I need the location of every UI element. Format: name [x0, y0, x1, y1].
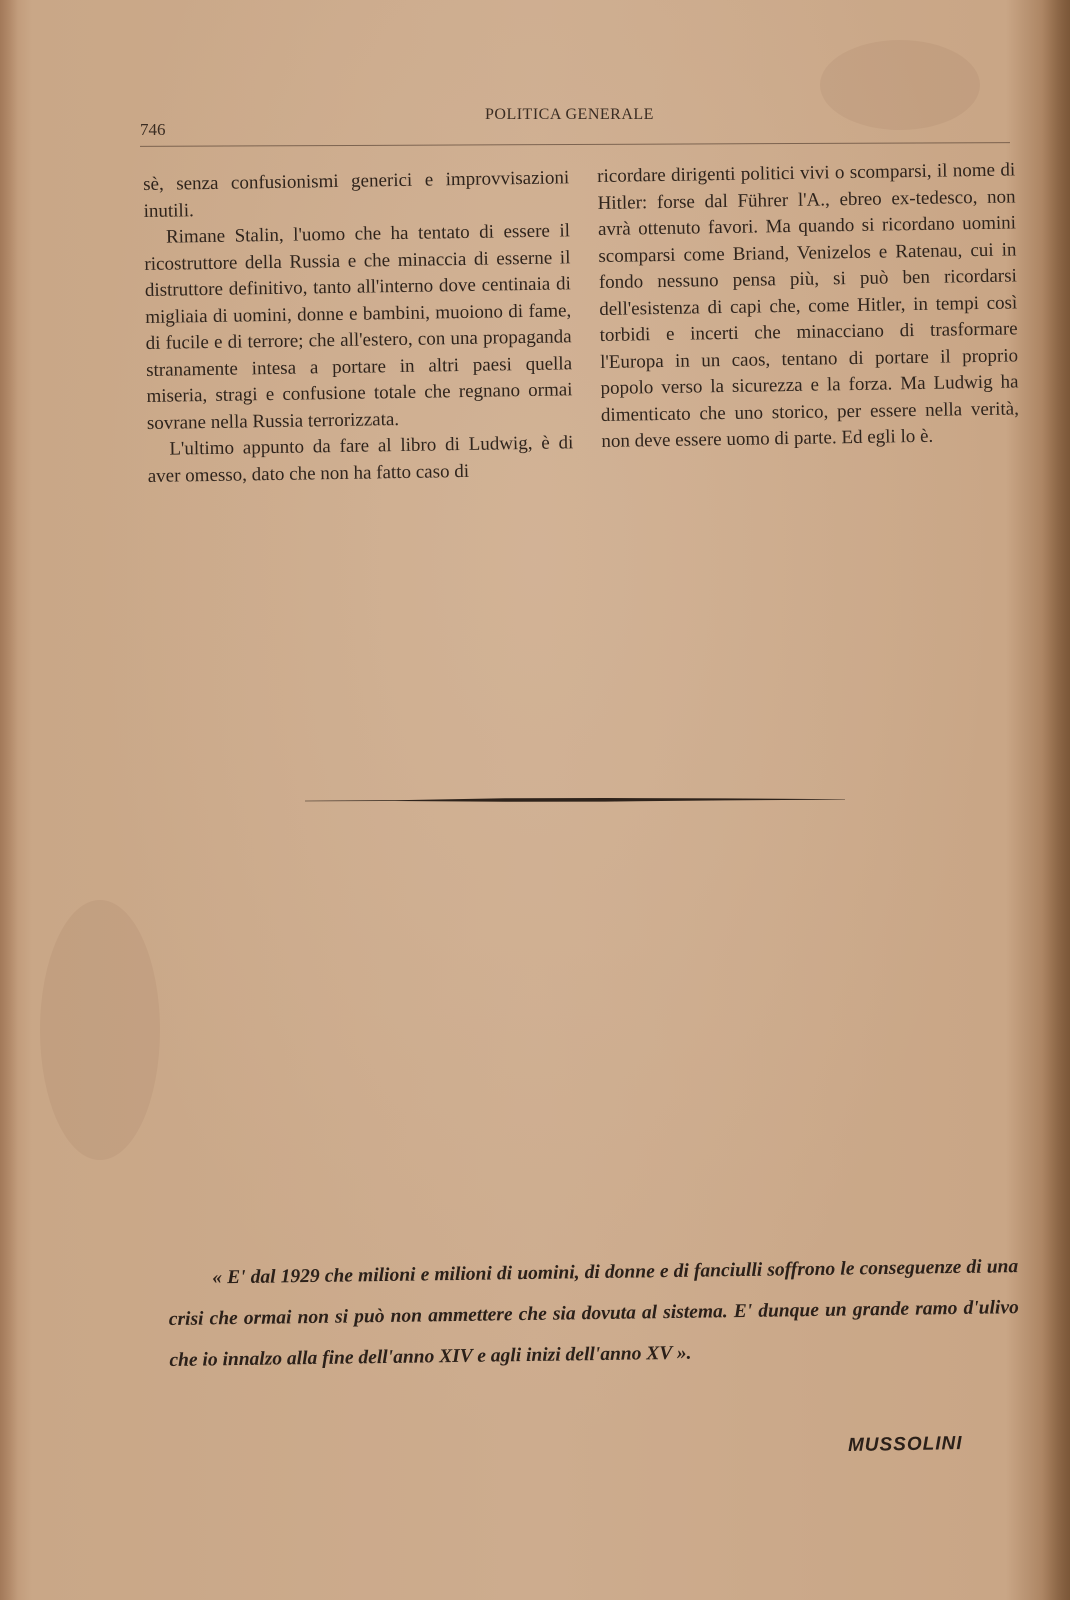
- paragraph: L'ultimo appunto da fare al libro di Ludwig, è di aver omesso, dato che non ha fatto caso di: [147, 432, 574, 487]
- page-header: [140, 106, 1010, 146]
- quote-block: [168, 1246, 1020, 1381]
- section-divider: [305, 797, 845, 803]
- quote-text: « E' dal 1929 che milioni e milioni di uomini, di donne e di fanciulli soffrono le conseguenze di una crisi che ormai non si può non ammettere che sia dovuta al sistema. E' dunque un grande ramo d'ulivo che io innalzo alla fine dell'anno XIV e agli inizi dell'anno XV ».: [168, 1256, 1019, 1371]
- page-gutter-shadow: [0, 0, 18, 1600]
- paragraph: ricordare dirigenti politici vivi o scomparsi, il nome di Hitler: forse dal Führer l'A., ebreo ex-tedesco, non avrà ottenuto favori. Ma quando si ricordano uomini scomparsi come Briand, Venizelos e Ratenau, cui in fondo nessuno pensa più, si può ben ricordarsi dell'esistenza di capi che, come Hitler, in tempi così torbidi e incerti che minacciano di trasformare l'Europa in un caos, tentano di portare il proprio popolo verso la sicurezza e la forza. Ma Ludwig ha dimenticato che uno storico, per essere nella verità, non deve essere uomo di parte. Ed egli lo è.: [597, 159, 1020, 452]
- quote-signature: MUSSOLINI: [847, 1433, 963, 1456]
- paper-stain: [40, 900, 160, 1160]
- paragraph: Rimane Stalin, l'uomo che ha tentato di essere il ricostruttore della Russia e che minaccia di esserne il distruttore definitivo, tanto all'interno dove centinaia di migliaia di uomini, donne e bambini, muoiono di fame, di fucile e di terrore; che all'estero, con una propaganda stranamente intesa a portare in altri paesi quella miseria, stragi e confusione totale che regnano ormai sovrane nella Russia terrorizzata.: [144, 220, 573, 434]
- running-head: POLITICA GENERALE: [485, 106, 654, 123]
- paragraph: sè, senza confusionismi generici e improvvisazioni inutili.: [143, 167, 570, 222]
- page-edge-shadow: [1042, 0, 1070, 1600]
- left-text-column: [143, 165, 574, 490]
- page-number: 746: [140, 120, 166, 139]
- header-rule: [140, 142, 1010, 147]
- right-text-column: [597, 157, 1020, 455]
